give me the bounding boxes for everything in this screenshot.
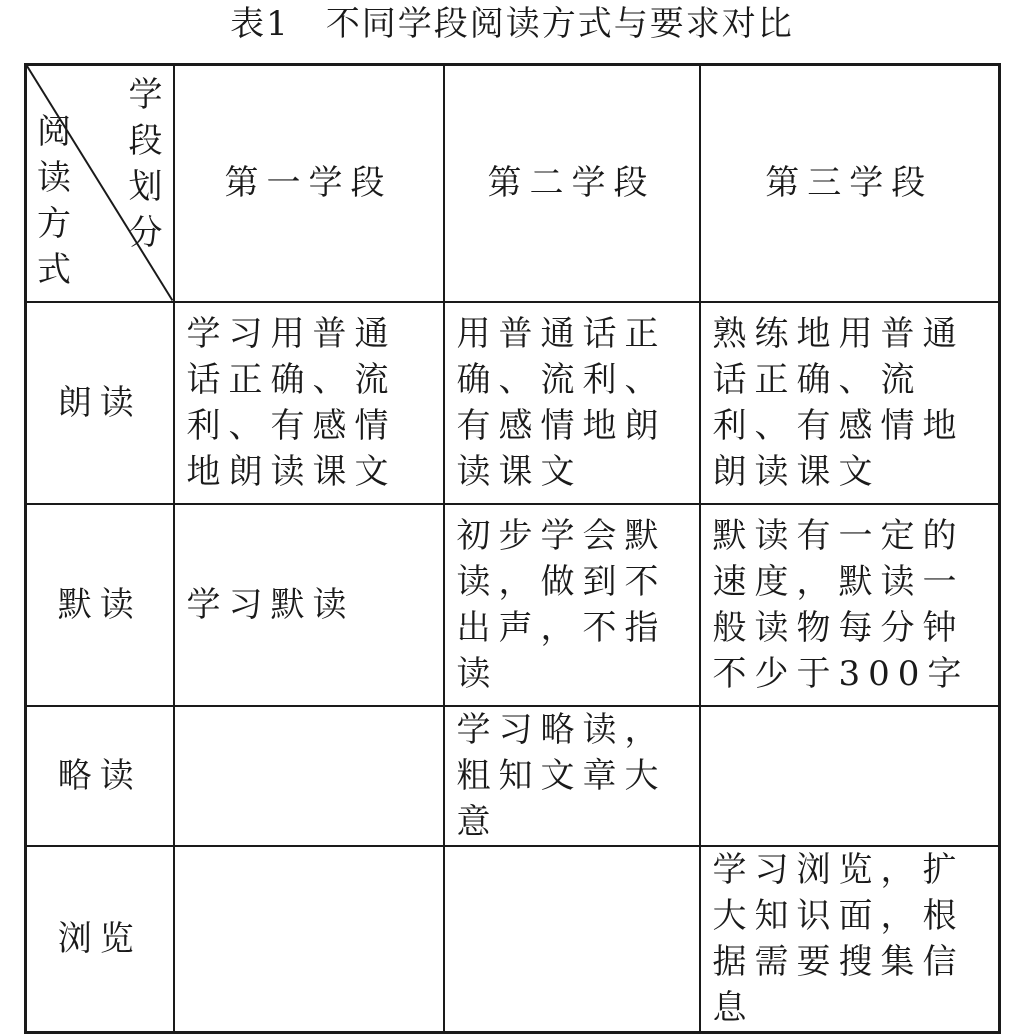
corner-label-stage: 学段划分 [128, 75, 167, 253]
corner-label-method: 阅读方式 [37, 111, 75, 290]
cell-browsing-stage-1 [174, 846, 444, 1033]
column-header-stage-1: 第一学段 [174, 65, 444, 302]
cell-silent-reading-stage-3: 默读有一定的速度，默读一般读物每分钟不少于300字 [700, 504, 1000, 706]
row-header-skimming: 略读 [26, 706, 174, 846]
table-caption [0, 4, 1024, 44]
cell-skimming-stage-2: 学习略读，粗知文章大意 [444, 706, 700, 846]
row-header-browsing: 浏览 [26, 846, 174, 1033]
table-row [26, 302, 1000, 504]
cell-skimming-stage-1 [174, 706, 444, 846]
table-row [26, 706, 1000, 846]
cell-read-aloud-stage-1: 学习用普通话正确、流利、有感情地朗读课文 [174, 302, 444, 504]
corner-header-cell [26, 65, 174, 302]
cell-browsing-stage-2 [444, 846, 700, 1033]
cell-silent-reading-stage-1: 学习默读 [174, 504, 444, 706]
cell-browsing-stage-3: 学习浏览，扩大知识面，根据需要搜集信息 [700, 846, 1000, 1033]
cell-skimming-stage-3 [700, 706, 1000, 846]
cell-read-aloud-stage-3: 熟练地用普通话正确、流利、有感情地朗读课文 [700, 302, 1000, 504]
row-header-read-aloud: 朗读 [26, 302, 174, 504]
column-header-stage-2: 第二学段 [444, 65, 700, 302]
column-header-stage-3: 第三学段 [700, 65, 1000, 302]
row-header-silent-reading: 默读 [26, 504, 174, 706]
reading-methods-table [24, 63, 1001, 1034]
caption-title: 不同学段阅读方式与要求对比 [325, 4, 794, 44]
caption-number: 表1 [230, 4, 290, 44]
cell-silent-reading-stage-2: 初步学会默读，做到不出声，不指读 [444, 504, 700, 706]
header-row [26, 65, 1000, 302]
table-row [26, 504, 1000, 706]
table-row [26, 846, 1000, 1033]
cell-read-aloud-stage-2: 用普通话正确、流利、有感情地朗读课文 [444, 302, 700, 504]
